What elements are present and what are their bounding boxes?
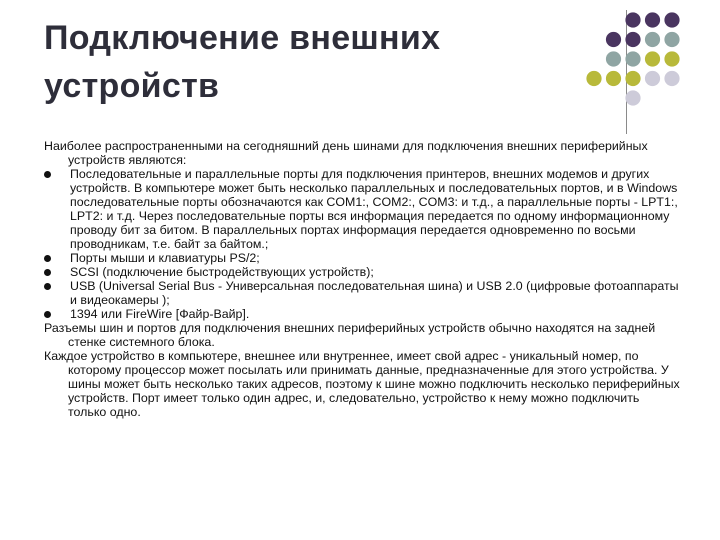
decorative-dot [664,12,679,27]
decorative-dot [606,71,621,86]
bullet-dot-icon [44,171,51,178]
decorative-dot [645,32,660,47]
bullet-dot-icon [44,255,51,262]
bullet-text: USB (Universal Serial Bus - Универсальная последовательная шина) и USB 2.0 (цифровые фотоаппараты и видеокамеры ); [70,279,679,307]
bullet-text: Последовательные и параллельные порты для подключения принтеров, внешних модемов и других устройств. В компьютере может быть несколько параллельных и последовательных портов, и в Windows последовательные порты обозначаются как COM1:, COM2:, COM3: и т.д., а параллельные порты - LPT1:, LPT2: и т.д. Через последовательные порты вся информация передается по одному информационному проводу бит за битом. В параллельных портах информация передается одновременно по восьми проводникам, т.е. байт за байтом.; [70,167,678,251]
bullet-dot-icon [44,269,51,276]
decorative-dot [625,12,640,27]
decorative-dot [664,71,679,86]
decorative-dot [625,90,640,105]
bullet-item [44,307,680,321]
ports-location-paragraph: Разъемы шин и портов для подключения внешних периферийных устройств обычно находятся на задней стенке системного блока. [44,321,656,349]
bullet-text: SCSI (подключение быстродействующих устройств); [70,265,374,279]
slide-body [44,139,680,419]
decorative-dot-grid [0,0,720,120]
bullet-text: 1394 или FireWire [Файр-Вайр]. [70,307,250,321]
bullet-item [44,265,680,279]
decorative-dot [664,51,679,66]
decorative-dot [586,71,601,86]
decorative-dot [664,32,679,47]
bullet-item [44,167,680,251]
decorative-dot [625,71,640,86]
decorative-dot [625,32,640,47]
bullet-dot-icon [44,311,51,318]
decorative-dot [645,71,660,86]
bullet-item [44,279,680,307]
slide-title-line-2: устройств [44,67,220,105]
intro-paragraph: Наиболее распространенными на сегодняшний день шинами для подключения внешних периферийных устройств являются: [44,139,648,167]
bullet-dot-icon [44,283,51,290]
decorative-dot [625,51,640,66]
decorative-dot [645,51,660,66]
slide-title-line-1: Подключение внешних [44,19,441,57]
bullet-text: Порты мыши и клавиатуры PS/2; [70,251,260,265]
decorative-dot [606,32,621,47]
bullet-item [44,251,680,265]
decorative-dot [645,12,660,27]
device-address-paragraph: Каждое устройство в компьютере, внешнее или внутреннее, имеет свой адрес - уникальный номер, по которому процессор может посылать или принимать данные, предназначенные для этого устройства. У шины может быть несколько таких адресов, поэтому к шине можно подключить несколько периферийных устройств. Порт имеет только один адрес, и, следовательно, устройство к нему можно подключить только одно. [44,349,680,419]
decorative-dot [606,51,621,66]
